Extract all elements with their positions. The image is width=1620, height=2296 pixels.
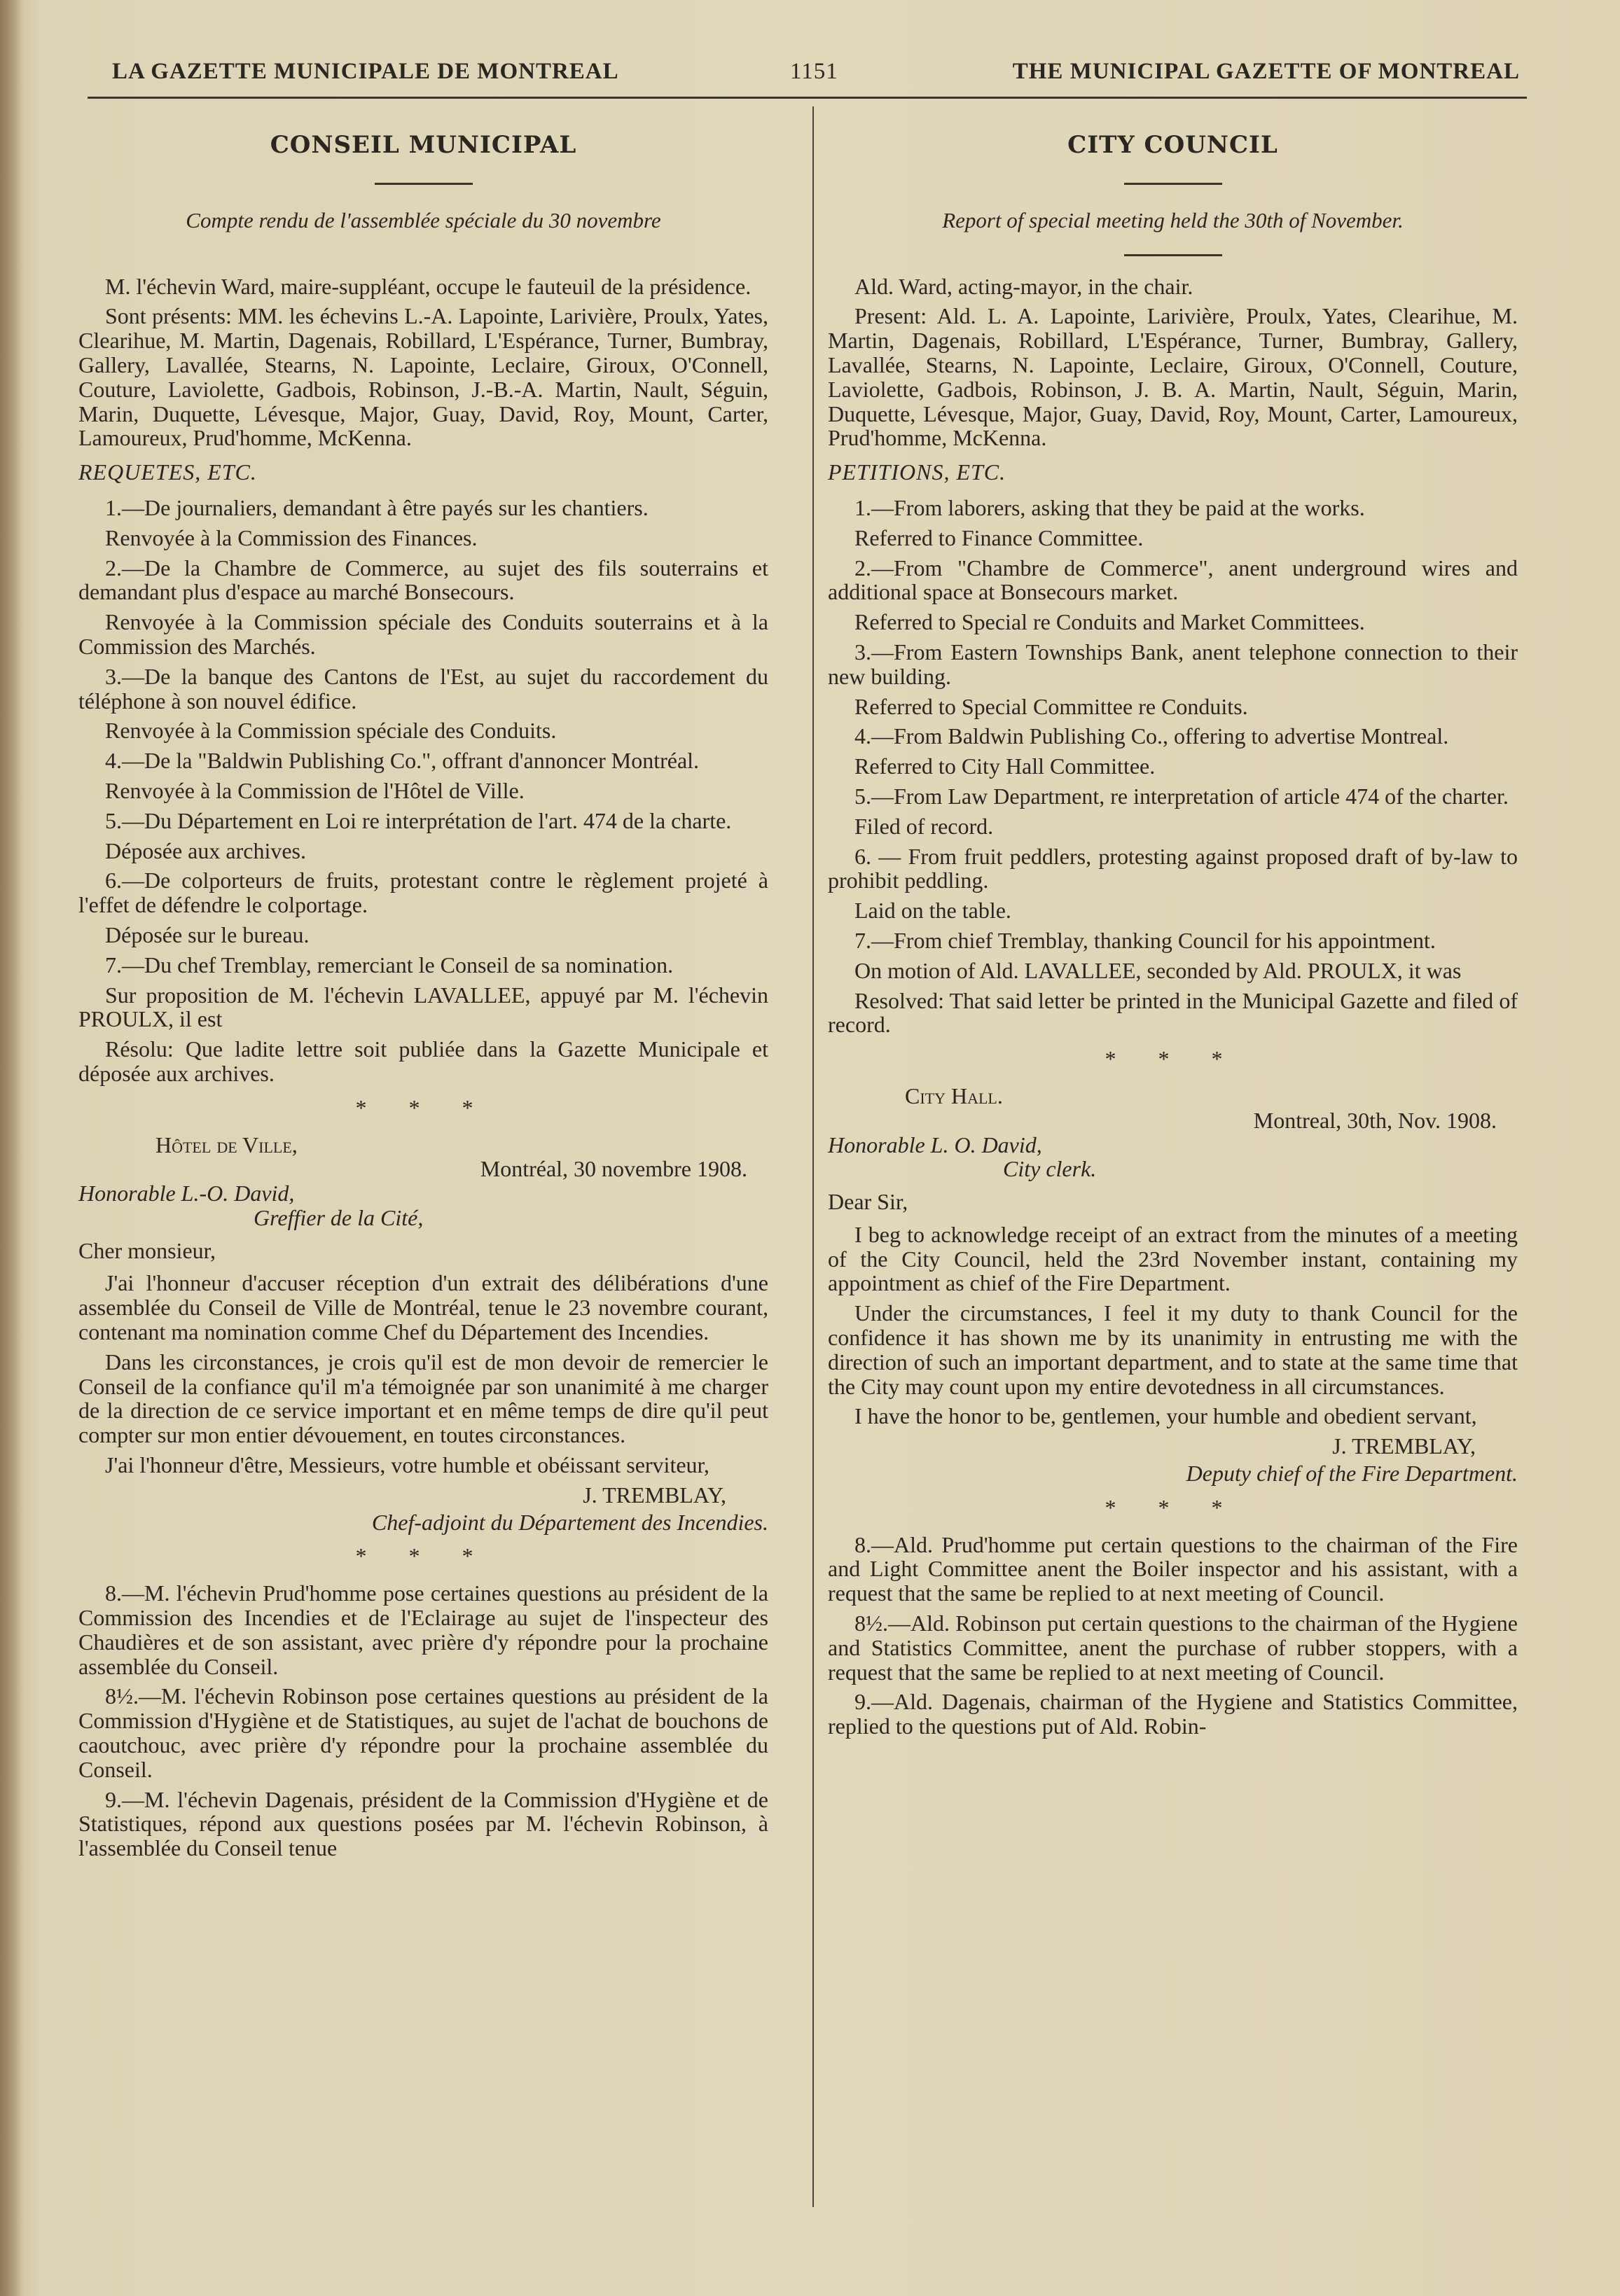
en-letter-date: Montreal, 30th, Nov. 1908. xyxy=(1253,1107,1497,1133)
column-divider xyxy=(812,106,814,2207)
fr-letter-date: Montréal, 30 novembre 1908. xyxy=(480,1156,747,1182)
fr-item: Sur proposition de M. l'échevin LAVALLEE, appuyé par M. l'échevin PROULX, il est xyxy=(78,982,768,1032)
en-signature-title: Deputy chief of the Fire Department. xyxy=(1186,1461,1518,1487)
page-header xyxy=(112,59,1520,94)
en-item: Resolved: That said letter be printed in the Municipal Gazette and filed of record. xyxy=(828,987,1518,1038)
fr-section-head: REQUETES, ETC. xyxy=(78,459,257,485)
en-subtitle: Report of special meeting held the 30th of November. xyxy=(942,207,1404,232)
fr-item: Renvoyée à la Commission spéciale des Conduits. xyxy=(105,718,557,744)
fr-item: Résolu: Que ladite lettre soit publiée dans la Gazette Municipale et déposée aux archives. xyxy=(78,1036,768,1086)
en-section-title: CITY COUNCIL xyxy=(1067,131,1278,159)
en-item: 7.—From chief Tremblay, thanking Council for his appointment. xyxy=(854,927,1436,953)
fr-present: Sont présents: MM. les échevins L.-A. Lapointe, Larivière, Proulx, Yates, Clearihue, M. Martin, Dagenais, Robillard, L'Espérance, Turner, Bumbray, Gallery, Lavallée, Stearns, N. Lapointe, Leclaire, Giroux, O'Connell, Couture, Laviolette, Gadbois, Robinson, J.-B.-A. Martin, Nault, Séguin, Marin, Duquette, Lévesque, Major, Guay, David, Roy, Mount, Carter, Lamoureux, Prud'homme, McKenna. xyxy=(78,303,768,451)
stars-separator: * * * xyxy=(1105,1046,1241,1072)
en-chair: Ald. Ward, acting-mayor, in the chair. xyxy=(854,273,1193,299)
fr-item: Renvoyée à la Commission des Finances. xyxy=(105,524,478,550)
fr-item: Déposée aux archives. xyxy=(105,837,306,863)
fr-item: 6.—De colporteurs de fruits, protestant contre le règlement projeté à l'effet de défendre le colportage. xyxy=(78,868,768,918)
header-rule xyxy=(88,97,1527,99)
en-letter-addressee-title: City clerk. xyxy=(1003,1156,1097,1182)
fr-item: 7.—Du chef Tremblay, remerciant le Conseil de sa nomination. xyxy=(105,952,674,977)
fr-salutation: Cher monsieur, xyxy=(78,1237,216,1263)
fr-item: 2.—De la Chambre de Commerce, au sujet des fils souterrains et demandant plus d'espace au marché Bonsecours. xyxy=(78,555,768,605)
en-item: 1.—From laborers, asking that they be paid at the works. xyxy=(854,494,1365,520)
fr-item: Renvoyée à la Commission de l'Hôtel de Ville. xyxy=(105,777,525,803)
en-item: 5.—From Law Department, re interpretation of article 474 of the charter. xyxy=(854,783,1509,809)
en-item: Filed of record. xyxy=(854,813,994,839)
fr-letter-paragraph: Dans les circonstances, je crois qu'il est de mon devoir de remercier le Conseil de la confiance qu'il m'a témoignée par son unanimité à me charger de la direction de ce service important et en même temps de dire qu'il peut compter sur mon entier dévouement, en toutes circonstances. xyxy=(78,1349,768,1448)
header-left-title: LA GAZETTE MUNICIPALE DE MONTREAL xyxy=(112,59,619,84)
fr-item: Renvoyée à la Commission spéciale des Conduits souterrains et à la Commission des Marchés. xyxy=(78,609,768,659)
fr-signature: J. TREMBLAY, xyxy=(583,1482,726,1508)
en-item: Referred to Finance Committee. xyxy=(854,524,1144,550)
subtitle-rule xyxy=(1124,254,1222,256)
fr-letter-paragraph: J'ai l'honneur d'être, Messieurs, votre humble et obéissant serviteur, xyxy=(105,1452,709,1478)
en-item: 3.—From Eastern Townships Bank, anent telephone connection to their new building. xyxy=(828,639,1518,689)
fr-signature-title: Chef-adjoint du Département des Incendies. xyxy=(371,1509,768,1535)
en-item: 6. — From fruit peddlers, protesting against proposed draft of by-law to prohibit peddling. xyxy=(828,843,1518,893)
en-item: 4.—From Baldwin Publishing Co., offering to advertise Montreal. xyxy=(854,723,1449,749)
fr-item: 9.—M. l'échevin Dagenais, président de la Commission d'Hygiène et de Statistiques, répond aux questions posées par M. l'échevin Robinson, à l'assemblée du Conseil tenue xyxy=(78,1786,768,1861)
en-item: 9.—Ald. Dagenais, chairman of the Hygiene and Statistics Committee, replied to the questions put of Ald. Robin- xyxy=(828,1689,1518,1739)
stars-separator: * * * xyxy=(355,1094,492,1120)
fr-item: 1.—De journaliers, demandant à être payés sur les chantiers. xyxy=(105,494,649,520)
en-letter-paragraph: I beg to acknowledge receipt of an extract from the minutes of a meeting of the City Council, held the 23rd November instant, containing my appointment as chief of the Fire Department. xyxy=(828,1221,1518,1296)
stars-separator: * * * xyxy=(1105,1494,1241,1520)
en-item: 8.—Ald. Prud'homme put certain questions to the chairman of the Fire and Light Committee anent the Boiler inspector and his assistant, with a request that the same be replied to at next meeting of Council. xyxy=(828,1531,1518,1606)
fr-subtitle: Compte rendu de l'assemblée spéciale du 30 novembre xyxy=(186,207,661,232)
fr-item: 8.—M. l'échevin Prud'homme pose certaines questions au président de la Commission des Incendies et de l'Eclairage au sujet de l'inspecteur des Chaudières et de son assistant, avec prière d'y répondre pour la prochaine assemblée du Conseil. xyxy=(78,1580,768,1679)
fr-item: 3.—De la banque des Cantons de l'Est, au sujet du raccordement du téléphone à son nouvel édifice. xyxy=(78,663,768,714)
en-signature: J. TREMBLAY, xyxy=(1332,1433,1476,1459)
fr-item: 8½.—M. l'échevin Robinson pose certaines questions au président de la Commission d'Hygiène et de Statistiques, au sujet de l'achat de bouchons de caoutchouc, avec prière d'y répondre pour la prochaine assemblée du Conseil. xyxy=(78,1683,768,1782)
en-item: 8½.—Ald. Robinson put certain questions to the chairman of the Hygiene and Statistics Committee, anent the purchase of rubber stoppers, with a request that the same be replied to at next meeting of Council. xyxy=(828,1610,1518,1685)
title-rule xyxy=(1124,183,1222,185)
fr-letter-addressee-title: Greffier de la Cité, xyxy=(254,1204,424,1230)
fr-item: 4.—De la "Baldwin Publishing Co.", offrant d'annoncer Montréal. xyxy=(105,748,700,774)
fr-item: 5.—Du Département en Loi re interprétation de l'art. 474 de la charte. xyxy=(105,807,732,833)
en-item: Referred to City Hall Committee. xyxy=(854,753,1156,779)
en-item: Referred to Special re Conduits and Market Committees. xyxy=(854,609,1365,635)
fr-chair: M. l'échevin Ward, maire-suppléant, occupe le fauteuil de la présidence. xyxy=(105,273,752,299)
fr-letter-paragraph: J'ai l'honneur d'accuser réception d'un extrait des délibérations d'une assemblée du Conseil de Ville de Montréal, tenue le 23 novembre courant, contenant ma nomination comme Chef du Département des Incendies. xyxy=(78,1270,768,1345)
french-column xyxy=(78,126,768,1866)
en-letter-paragraph: I have the honor to be, gentlemen, your humble and obedient servant, xyxy=(854,1403,1477,1429)
fr-letter-head: Hôtel de Ville, xyxy=(155,1132,298,1157)
english-column xyxy=(828,126,1518,1744)
en-letter-addressee: Honorable L. O. David, xyxy=(828,1132,1042,1157)
en-letter-head: City Hall. xyxy=(905,1083,1003,1108)
header-right-title: THE MUNICIPAL GAZETTE OF MONTREAL xyxy=(1012,59,1520,84)
en-salutation: Dear Sir, xyxy=(828,1189,908,1215)
stars-separator: * * * xyxy=(355,1543,492,1569)
fr-item: Déposée sur le bureau. xyxy=(105,921,310,947)
fr-letter-addressee: Honorable L.-O. David, xyxy=(78,1181,295,1206)
en-section-head: PETITIONS, ETC. xyxy=(828,459,1006,485)
en-letter-paragraph: Under the circumstances, I feel it my duty to thank Council for the confidence it has shown me by its unanimity in entrusting me with the direction of such an important department, and to state at the same time that the City may count upon my entire devotedness in all circumstances. xyxy=(828,1300,1518,1399)
en-item: Referred to Special Committee re Conduits. xyxy=(854,693,1248,719)
binding-shadow xyxy=(0,0,24,2296)
fr-section-title: CONSEIL MUNICIPAL xyxy=(270,131,577,159)
en-item: 2.—From "Chambre de Commerce", anent underground wires and additional space at Bonsecours market. xyxy=(828,555,1518,605)
en-item: On motion of Ald. LAVALLEE, seconded by Ald. PROULX, it was xyxy=(854,957,1462,983)
en-present: Present: Ald. L. A. Lapointe, Larivière, Proulx, Yates, Clearihue, M. Martin, Dagenais, Robillard, L'Espérance, Turner, Bumbray, Gallery, Lavallée, Stearns, N. Lapointe, Leclaire, Giroux, O'Connell, Couture, Laviolette, Gadbois, Robinson, J. B. A. Martin, Nault, Séguin, Marin, Duquette, Lévesque, Major, Guay, David, Roy, Mount, Carter, Lamoureux, Prud'homme, McKenna. xyxy=(828,303,1518,451)
page-number: 1151 xyxy=(790,59,838,84)
title-rule xyxy=(375,183,473,185)
en-item: Laid on the table. xyxy=(854,898,1011,924)
